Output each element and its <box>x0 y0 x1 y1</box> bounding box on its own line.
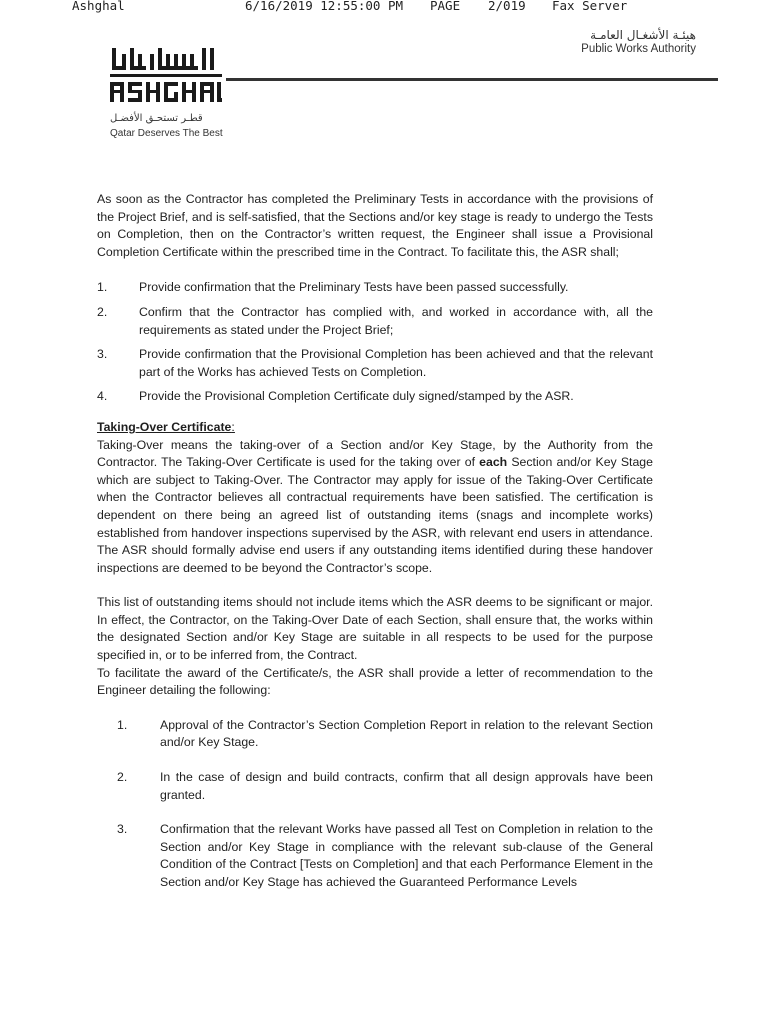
taking-over-paragraph <box>97 437 653 578</box>
fax-header <box>0 0 768 14</box>
section-heading <box>97 419 653 437</box>
list-item-text: Provide the Provisional Completion Certificate duly signed/stamped by the ASR. <box>139 389 574 404</box>
list-item-number: 4. <box>97 389 108 404</box>
paragraph-text: Taking-Over means the taking-over of a Section and/or Key Stage, by the Authority from the Contractor. The Taking-Over Certificate is used for the taking over of <box>97 437 653 470</box>
fax-page-number: 2/019 <box>488 0 526 13</box>
list-item <box>97 717 653 752</box>
recommendation-list <box>97 717 653 892</box>
list-item-text: Provide confirmation that the Provisional Completion has been achieved and that the relevant part of the Works has achieved Tests on Completion. <box>139 347 653 379</box>
list-item-number: 1. <box>97 280 108 295</box>
asr-duties-list <box>97 279 653 406</box>
section-heading-colon: : <box>231 419 235 434</box>
list-item-number: 2. <box>117 770 128 785</box>
intro-paragraph: As soon as the Contractor has completed the Preliminary Tests in accordance with the provisions of the Project Brief, and is self-satisfied, that the Sections and/or key stage is ready to undergo the Tests on Completion, then on the Contractor’s written request, the Engineer shall issue a Provisional Completion Certificate within the prescribed time in the Contract. To facilitate this, the ASR shall; <box>97 192 653 259</box>
authority-name-english: Public Works Authority <box>581 43 696 55</box>
list-item <box>97 279 653 297</box>
list-item <box>97 346 653 381</box>
fax-datetime: 6/16/2019 12:55:00 PM <box>245 0 404 13</box>
list-item-number: 3. <box>117 822 128 837</box>
list-item <box>97 304 653 339</box>
list-item-number: 1. <box>117 717 128 732</box>
list-item <box>97 821 653 891</box>
header-divider <box>226 78 718 81</box>
authority-name-arabic: هيئـة الأشغـال العامـة <box>590 28 696 42</box>
fax-server: Fax Server <box>552 0 628 13</box>
list-item-text: Confirmation that the relevant Works have passed all Test on Completion in relation to the Section and/or Key Stage in compliance with the relevant sub-clause of the General Condition of the Contract [Tests on Completion] and that each Performance Element in the Section and/or Key Stage has achieved the Guaranteed Performance Levels <box>160 822 653 889</box>
emphasis-text: each <box>479 455 508 470</box>
ashghal-logo <box>110 44 225 108</box>
list-item-text: In the case of design and build contracts, confirm that all design approvals have been granted. <box>160 770 653 802</box>
list-item-text: Approval of the Contractor’s Section Completion Report in relation to the relevant Section and/or Key Stage. <box>160 717 653 750</box>
list-item-number: 3. <box>97 347 108 362</box>
tagline-english: Qatar Deserves The Best <box>110 128 223 139</box>
ashghal-logo-icon <box>110 44 222 108</box>
list-item-text: Provide confirmation that the Preliminary Tests have been passed successfully. <box>139 280 569 295</box>
fax-page-label: PAGE <box>430 0 461 13</box>
fax-sender: Ashghal <box>72 0 125 13</box>
list-item-number: 2. <box>97 304 108 319</box>
list-item-text: Confirm that the Contractor has complied with, and worked in accordance with, all the requirements as stated under the Project Brief; <box>139 304 653 337</box>
paragraph-text: Section and/or Key Stage which are subject to Taking-Over. The Contractor may apply for issue of the Taking-Over Certificate when the Contractor believes all contractual requirements have been satisfied. The certification is dependent on there being an agreed list of outstanding items (snags and incomplete works) established from handover inspections supervised by the ASR, with relevant end users in attendance. The ASR should formally advise end users if any outstanding items identified during these handover inspections are deemed to be beyond the Contractor’s scope. <box>97 455 653 575</box>
recommendation-intro-paragraph: To facilitate the award of the Certificate/s, the ASR shall provide a letter of recommendation to the Engineer detailing the following: <box>97 665 653 698</box>
section-heading-text: Taking-Over Certificate <box>97 419 232 434</box>
outstanding-items-paragraph: This list of outstanding items should not include items which the ASR deems to be significant or major. In effect, the Contractor, on the Taking-Over Date of each Section, shall ensure that, the works within the designated Section and/or Key Stage are suitable in all respects to be used for the purpose specified in, or to be inferred from, the Contract. <box>97 595 653 663</box>
document-body <box>97 191 653 909</box>
tagline-arabic: قطـر تستحـق الأفضـل <box>110 113 203 124</box>
list-item <box>97 769 653 804</box>
list-item <box>97 388 653 406</box>
